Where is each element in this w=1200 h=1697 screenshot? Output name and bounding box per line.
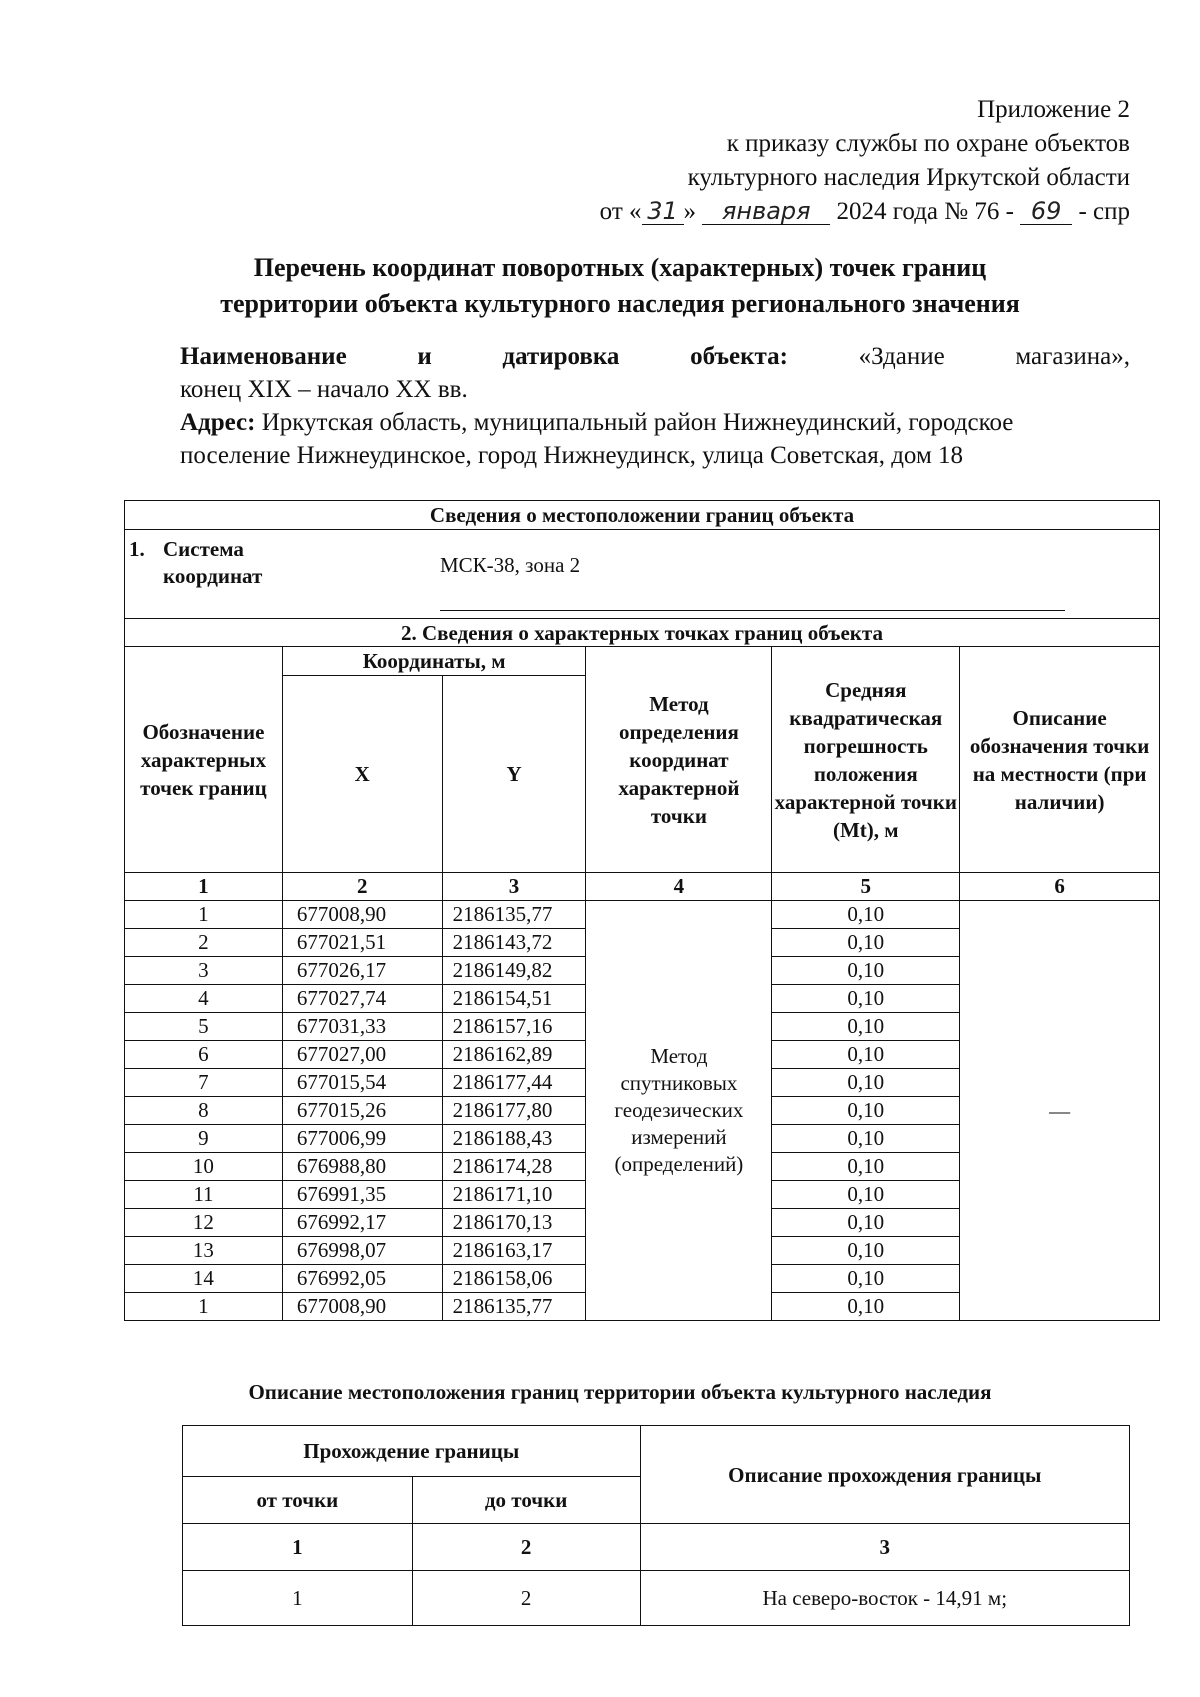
appendix-order-line: к приказу службы по охране объектов <box>726 130 1130 157</box>
col-number: 3 <box>640 1524 1130 1571</box>
object-dating: конец XIX – начало XX вв. <box>180 376 468 403</box>
title-line-1: Перечень координат поворотных (характерных) точек границ <box>253 253 987 282</box>
boundary-rows <box>183 1571 1130 1626</box>
boundary-to: 2 <box>412 1571 640 1626</box>
point-designation: 13 <box>125 1237 283 1265</box>
object-name-value: магазина», <box>1015 343 1130 370</box>
point-designation: 1 <box>125 1293 283 1321</box>
mean-error: 0,10 <box>772 985 960 1013</box>
coord-y: 2186143,72 <box>442 929 586 957</box>
coord-x: 676992,05 <box>282 1265 442 1293</box>
mean-error: 0,10 <box>772 1013 960 1041</box>
coord-x: 677021,51 <box>282 929 442 957</box>
method-cell: Метод спутниковых геодезических измерений (определений) <box>586 901 772 1321</box>
col-number: 1 <box>183 1524 413 1571</box>
col-x: X <box>282 676 442 873</box>
col-y: Y <box>442 676 586 873</box>
appendix-number: Приложение 2 <box>977 96 1130 123</box>
handwritten-month: января <box>702 198 830 225</box>
system-label-line-1: Система <box>163 537 244 561</box>
coord-x: 676991,35 <box>282 1181 442 1209</box>
col-number: 6 <box>960 873 1160 901</box>
coord-x: 677008,90 <box>282 901 442 929</box>
mean-error: 0,10 <box>772 1265 960 1293</box>
coord-y: 2186177,44 <box>442 1069 586 1097</box>
coord-x: 677026,17 <box>282 957 442 985</box>
col-coordinates: Координаты, м <box>282 647 586 676</box>
point-designation: 14 <box>125 1265 283 1293</box>
coord-y: 2186154,51 <box>442 985 586 1013</box>
coordinate-rows <box>125 901 1160 1321</box>
point-designation: 6 <box>125 1041 283 1069</box>
point-designation: 2 <box>125 929 283 957</box>
mean-error: 0,10 <box>772 929 960 957</box>
mean-error: 0,10 <box>772 1069 960 1097</box>
boundary-from: 1 <box>183 1571 413 1626</box>
coord-y: 2186177,80 <box>442 1097 586 1125</box>
mean-error: 0,10 <box>772 1041 960 1069</box>
boundary-section-title: Описание местоположения границ территории объекта культурного наследия <box>248 1380 992 1404</box>
object-name-word: и <box>417 343 432 370</box>
coord-x: 676992,17 <box>282 1209 442 1237</box>
boundary-description: На северо-восток - 14,91 м; <box>640 1571 1130 1626</box>
col-designation: Обозначение характерных точек границ <box>125 647 283 873</box>
date-prefix: от « <box>599 198 642 225</box>
order-year-number: 2024 года № 76 - <box>836 198 1014 225</box>
coord-y: 2186163,17 <box>442 1237 586 1265</box>
coord-x: 677027,74 <box>282 985 442 1013</box>
col-boundary-description: Описание прохождения границы <box>640 1426 1130 1524</box>
coord-y: 2186171,10 <box>442 1181 586 1209</box>
section2-title: 2. Сведения о характерных точках границ объекта <box>125 619 1160 647</box>
col-number: 2 <box>282 873 442 901</box>
object-name-line <box>180 340 1130 373</box>
coord-x: 677031,33 <box>282 1013 442 1041</box>
coord-x: 677006,99 <box>282 1125 442 1153</box>
coord-y: 2186135,77 <box>442 1293 586 1321</box>
system-label <box>163 536 262 590</box>
title-line-2: территории объекта культурного наследия регионального значения <box>220 289 1020 318</box>
appendix-date-line <box>430 195 1130 229</box>
system-label-line-2: координат <box>163 564 263 588</box>
document-title <box>140 250 1100 322</box>
coordinate-system-cell <box>125 530 1160 619</box>
mean-error: 0,10 <box>772 1125 960 1153</box>
coord-y: 2186158,06 <box>442 1265 586 1293</box>
coord-y: 2186188,43 <box>442 1125 586 1153</box>
point-designation: 3 <box>125 957 283 985</box>
order-suffix: - спр <box>1078 198 1130 225</box>
coord-x: 677015,26 <box>282 1097 442 1125</box>
system-number: 1. <box>129 537 145 561</box>
coord-y: 2186157,16 <box>442 1013 586 1041</box>
coord-y: 2186149,82 <box>442 957 586 985</box>
col-description: Описание обозначения точки на местности (при наличии) <box>960 647 1160 873</box>
mean-error: 0,10 <box>772 1209 960 1237</box>
coord-y: 2186135,77 <box>442 901 586 929</box>
object-address <box>180 406 1130 439</box>
system-value: МСК-38, зона 2 <box>440 553 581 577</box>
boundary-table <box>182 1425 1130 1626</box>
system-underline <box>440 610 1065 611</box>
point-designation: 5 <box>125 1013 283 1041</box>
mean-error: 0,10 <box>772 1293 960 1321</box>
point-designation: 4 <box>125 985 283 1013</box>
mean-error: 0,10 <box>772 1153 960 1181</box>
col-number: 4 <box>586 873 772 901</box>
appendix-authority-line: культурного наследия Иркутской области <box>687 164 1130 191</box>
coord-x: 676998,07 <box>282 1237 442 1265</box>
col-number: 5 <box>772 873 960 901</box>
point-designation: 8 <box>125 1097 283 1125</box>
mean-error: 0,10 <box>772 957 960 985</box>
point-designation: 11 <box>125 1181 283 1209</box>
col-number: 2 <box>412 1524 640 1571</box>
coord-x: 677015,54 <box>282 1069 442 1097</box>
point-description-cell: — <box>960 901 1160 1321</box>
coordinates-table <box>124 500 1160 1321</box>
date-close-quote: » <box>683 198 697 225</box>
coord-y: 2186162,89 <box>442 1041 586 1069</box>
col-number: 3 <box>442 873 586 901</box>
col-passage: Прохождение границы <box>183 1426 641 1477</box>
coord-x: 677027,00 <box>282 1041 442 1069</box>
location-table-title: Сведения о местоположении границ объекта <box>125 501 1160 530</box>
coord-x: 676988,80 <box>282 1153 442 1181</box>
point-designation: 1 <box>125 901 283 929</box>
handwritten-day: 31 <box>642 198 684 225</box>
mean-error: 0,10 <box>772 1237 960 1265</box>
point-designation: 10 <box>125 1153 283 1181</box>
object-name-value: «Здание <box>858 343 945 370</box>
point-designation: 9 <box>125 1125 283 1153</box>
table-row <box>125 901 1160 929</box>
coord-y: 2186170,13 <box>442 1209 586 1237</box>
coord-x: 677008,90 <box>282 1293 442 1321</box>
point-designation: 7 <box>125 1069 283 1097</box>
appendix-header <box>430 93 1130 229</box>
point-designation: 12 <box>125 1209 283 1237</box>
mean-error: 0,10 <box>772 901 960 929</box>
address-line-1: Иркутская область, муниципальный район Нижнеудинский, городское <box>255 409 1014 436</box>
object-info <box>180 340 1130 472</box>
mean-error: 0,10 <box>772 1097 960 1125</box>
col-from: от точки <box>183 1477 413 1524</box>
address-line-2: поселение Нижнеудинское, город Нижнеудинск, улица Советская, дом 18 <box>180 442 964 469</box>
handwritten-order-number: 69 <box>1020 198 1072 225</box>
object-name-word: Наименование <box>180 343 347 370</box>
mean-error: 0,10 <box>772 1181 960 1209</box>
col-number: 1 <box>125 873 283 901</box>
address-label: Адрес: <box>180 409 256 436</box>
col-method: Метод определения координат характерной точки <box>586 647 772 873</box>
table-row <box>183 1571 1130 1626</box>
coord-y: 2186174,28 <box>442 1153 586 1181</box>
col-error: Средняя квадратическая погрешность положения характерной точки (Mt), м <box>772 647 960 873</box>
object-name-word: объекта: <box>690 343 788 370</box>
object-name-word: датировка <box>502 343 620 370</box>
col-to: до точки <box>412 1477 640 1524</box>
